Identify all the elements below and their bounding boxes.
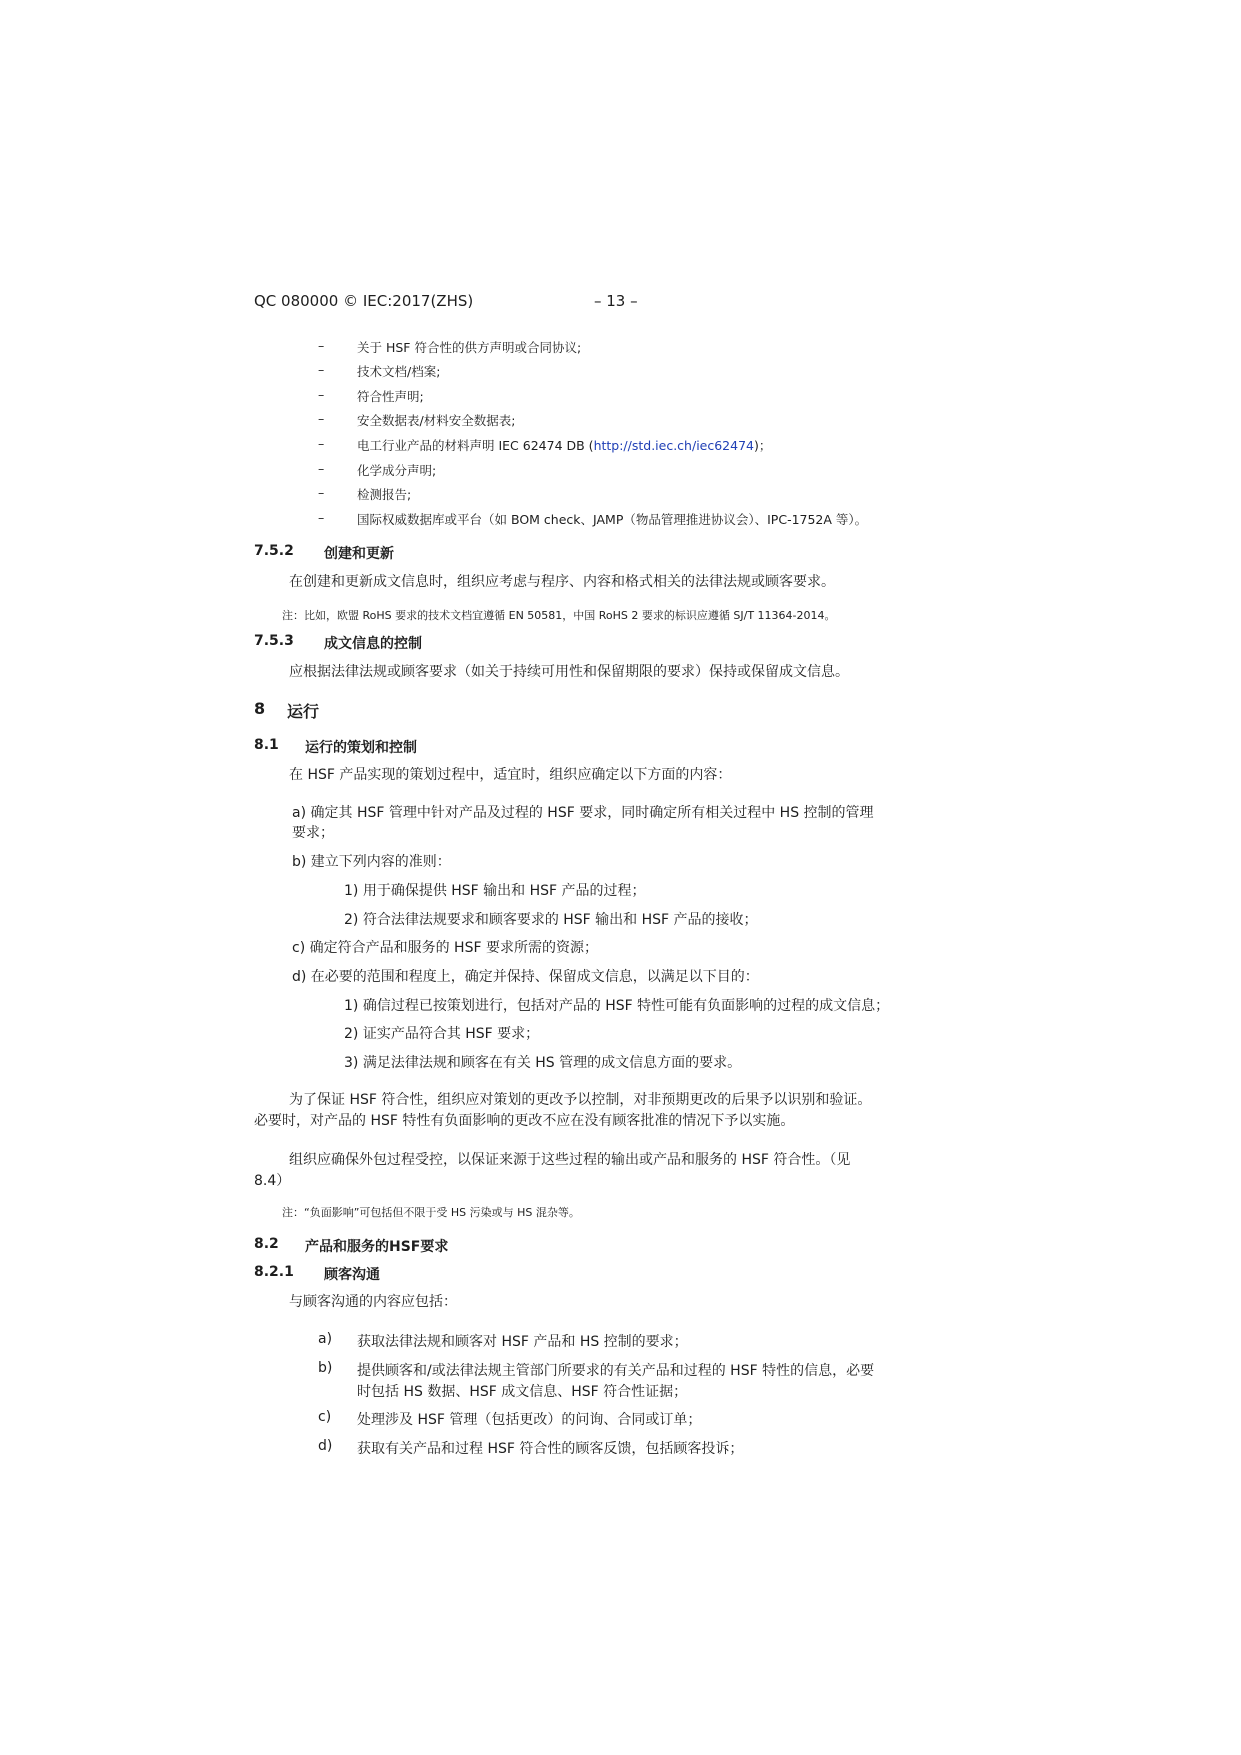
- item-a-line2: 要求；: [292, 825, 334, 841]
- list-bullet: –: [318, 510, 325, 525]
- section-7-5-2-body: 在创建和更新成文信息时，组织应考虑与程序、内容和格式相关的法律法规或顾客要求。: [289, 574, 835, 590]
- item-b-1: 1) 用于确保提供 HSF 输出和 HSF 产品的过程；: [344, 883, 646, 899]
- section-8-2-title: 产品和服务的HSF要求: [305, 1239, 449, 1255]
- section-7-5-3-number: 7.5.3: [254, 633, 294, 649]
- list-item: 安全数据表/材料安全数据表;: [357, 413, 516, 428]
- list-bullet: –: [318, 362, 325, 377]
- section-8-number: 8: [254, 699, 266, 718]
- list-bullet: –: [318, 338, 325, 353]
- section-7-5-3-title: 成文信息的控制: [324, 636, 422, 652]
- list-bullet: –: [318, 387, 325, 402]
- comm-item-key: b): [318, 1360, 333, 1376]
- section-8-2-1-title: 顾客沟通: [324, 1267, 380, 1283]
- comm-item-text: 处理涉及 HSF 管理（包括更改）的问询、合同或订单；: [357, 1412, 702, 1428]
- item-d: d) 在必要的范围和程度上，确定并保持、保留成文信息，以满足以下目的：: [292, 969, 759, 985]
- item-c: c) 确定符合产品和服务的 HSF 要求所需的资源；: [292, 940, 598, 956]
- section-8-1-title: 运行的策划和控制: [305, 740, 417, 756]
- comm-item-text: 获取法律法规和顾客对 HSF 产品和 HS 控制的要求；: [357, 1334, 688, 1350]
- iec62474-link[interactable]: http://std.iec.ch/iec62474: [593, 438, 754, 453]
- section-7-5-2-note: 注：比如，欧盟 RoHS 要求的技术文档宜遵循 EN 50581，中国 RoHS 2 要求的标识应遵循 SJ/T 11364-2014。: [282, 609, 836, 622]
- comm-item-text: 获取有关产品和过程 HSF 符合性的顾客反馈，包括顾客投诉；: [357, 1441, 744, 1457]
- list-item-suffix: )；: [754, 438, 772, 453]
- section-8-1-number: 8.1: [254, 737, 279, 753]
- list-item-text: 电工行业产品的材料声明 IEC 62474 DB (: [357, 438, 594, 453]
- section-7-5-2-number: 7.5.2: [254, 543, 294, 559]
- outsourcing-line1: 组织应确保外包过程受控，以保证来源于这些过程的输出或产品和服务的 HSF 符合性。（见: [289, 1152, 851, 1168]
- list-bullet: –: [318, 411, 325, 426]
- comm-item-text: 提供顾客和/或法律法规主管部门所要求的有关产品和过程的 HSF 特性的信息，必要: [357, 1363, 875, 1379]
- page-number: – 13 –: [594, 292, 638, 310]
- list-item: 化学成分声明;: [357, 463, 437, 478]
- comm-item-key: c): [318, 1409, 332, 1425]
- section-7-5-2-title: 创建和更新: [324, 546, 394, 562]
- outsourcing-line2: 8.4）: [254, 1173, 291, 1189]
- list-bullet: –: [318, 461, 325, 476]
- list-bullet: –: [318, 436, 325, 451]
- list-bullet: –: [318, 485, 325, 500]
- section-8-1-intro: 在 HSF 产品实现的策划过程中，适宜时，组织应确定以下方面的内容：: [289, 767, 732, 783]
- item-d-1: 1) 确信过程已按策划进行，包括对产品的 HSF 特性可能有负面影响的过程的成文信息；: [344, 998, 890, 1014]
- section-8-2-1-number: 8.2.1: [254, 1264, 294, 1280]
- list-item: [357, 436, 771, 454]
- comm-item-key: d): [318, 1438, 333, 1454]
- comm-item-key: a): [318, 1331, 333, 1347]
- header-standard-id: QC 080000 © IEC:2017(ZHS): [254, 292, 474, 310]
- section-7-5-3-body: 应根据法律法规或顾客要求（如关于持续可用性和保留期限的要求）保持或保留成文信息。: [289, 664, 849, 680]
- list-item: 符合性声明;: [357, 389, 424, 404]
- item-d-2: 2) 证实产品符合其 HSF 要求；: [344, 1026, 540, 1042]
- item-a-line1: a) 确定其 HSF 管理中针对产品及过程的 HSF 要求，同时确定所有相关过程中 HS 控制的管理: [292, 805, 874, 821]
- item-d-3: 3) 满足法律法规和顾客在有关 HS 管理的成文信息方面的要求。: [344, 1055, 742, 1071]
- list-item: 关于 HSF 符合性的供方声明或合同协议;: [357, 340, 582, 355]
- list-item: 国际权威数据库或平台（如 BOM check、JAMP（物品管理推进协议会）、IPC-1752A 等）。: [357, 512, 868, 527]
- item-b-2: 2) 符合法律法规要求和顾客要求的 HSF 输出和 HSF 产品的接收；: [344, 912, 758, 928]
- change-control-line2: 必要时，对产品的 HSF 特性有负面影响的更改不应在没有顾客批准的情况下予以实施。: [254, 1113, 795, 1129]
- comm-item-text-cont: 时包括 HS 数据、HSF 成文信息、HSF 符合性证据；: [357, 1384, 688, 1400]
- list-item: 技术文档/档案;: [357, 364, 441, 379]
- section-8-2-number: 8.2: [254, 1236, 279, 1252]
- item-b: b) 建立下列内容的准则：: [292, 854, 451, 870]
- change-control-line1: 为了保证 HSF 符合性，组织应对策划的更改予以控制，对非预期更改的后果予以识别和验证。: [289, 1092, 872, 1108]
- section-8-title: 运行: [287, 702, 320, 721]
- list-item: 检测报告;: [357, 487, 412, 502]
- section-8-1-note: 注：“负面影响”可包括但不限于受 HS 污染或与 HS 混杂等。: [282, 1206, 580, 1219]
- section-8-2-1-intro: 与顾客沟通的内容应包括：: [289, 1294, 457, 1310]
